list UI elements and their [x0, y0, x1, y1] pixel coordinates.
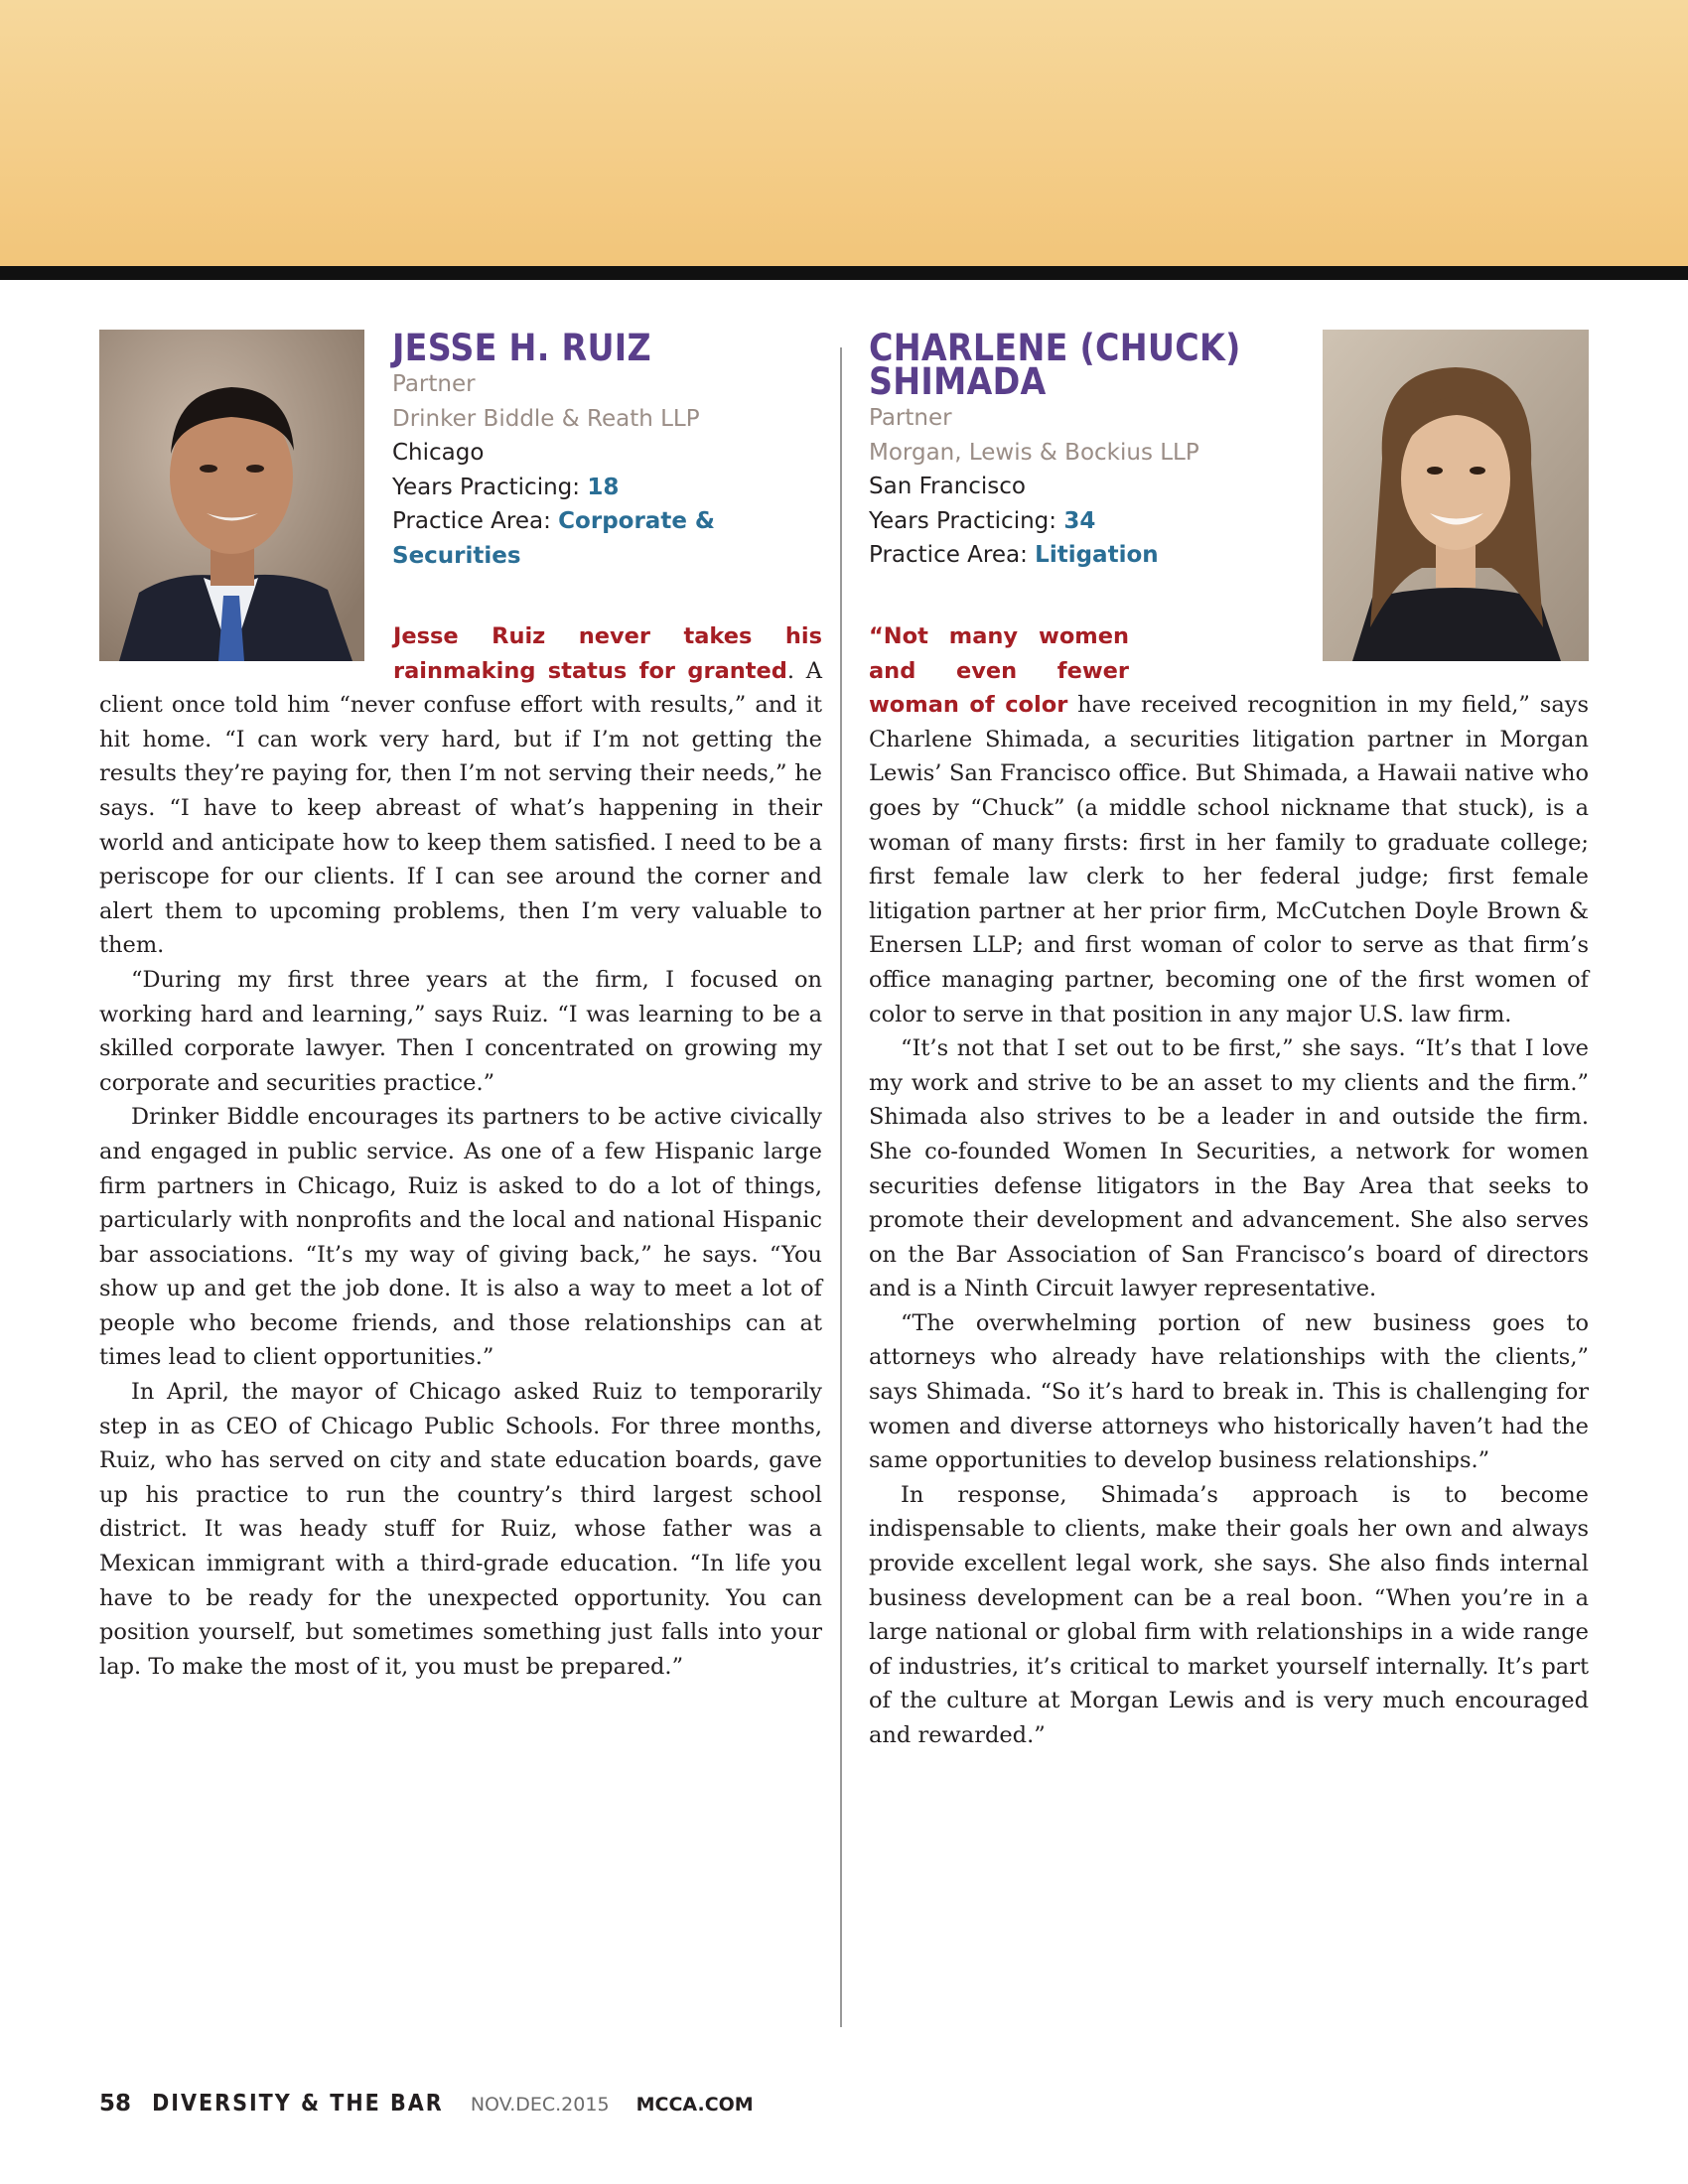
profile-name-line1: CHARLENE (CHUCK) — [869, 327, 1241, 369]
website: MCCA.COM — [635, 2094, 754, 2116]
profile-name: JESSE H. RUIZ — [392, 327, 651, 369]
profile-years — [392, 471, 829, 505]
practice-area-label: Practice Area: — [869, 542, 1036, 569]
profile-name-line2: SHIMADA — [869, 360, 1047, 403]
profile-header-ruiz — [392, 328, 829, 574]
profile-firm: Morgan, Lewis & Bockius LLP — [869, 439, 1199, 466]
paragraph: “It’s not that I set out to be first,” she says. “It’s that I love my work and strive to be an asset to my clients and the firm.” Shimada also strives to be a leader in and outside the firm. She co-founded Women In Securities, a network for women securities defense litigators in the Bay Area that seeks to promote their development and advancement. She also serves on the Bar Association of San Francisco’s board of directors and is a Ninth Circuit lawyer representative. — [869, 1035, 1589, 1302]
paragraph: “During my first three years at the firm, I focused on working hard and learning,” says Ruiz. “I was learning to be a skilled corporate lawyer. Then I concentrated on growing my corporate and securities practice.” — [99, 966, 822, 1096]
profile-city: San Francisco — [869, 474, 1027, 500]
profile-practice-area — [869, 538, 1311, 573]
profile-title: Partner — [392, 371, 476, 397]
profile-practice-area — [392, 504, 829, 573]
practice-area-value: Corporate & Securities — [392, 508, 715, 569]
lead-text: “Not many women and even fewer woman of color — [869, 623, 1129, 719]
paragraph: In response, Shimada’s approach is to become indispensable to clients, make their goals her own and always provide excellent legal work, she says. She also finds internal business development can be a real boon. “When you’re in a large national or global firm with relationships in a wide range of industries, it’s critical to market yourself internally. It’s part of the culture at Morgan Lewis and is very much encouraged and rewarded.” — [869, 1481, 1589, 1748]
profile-years — [869, 504, 1311, 539]
portrait-jesse-ruiz — [99, 330, 364, 661]
profile-title: Partner — [869, 405, 952, 431]
paragraph-text: have received recognition in my field,” says Charlene Shimada, a securities litigation partner in Morgan Lewis’ San Francisco office. But Shimada, a Hawaii native who goes by “Chuck” (a middle school nickname that stuck), is a woman of many firsts: first in her family to graduate college; first female law clerk to her federal judge; first female litigation partner at her prior firm, McCutchen Doyle Brown & Enersen LLP; and first woman of color to serve as that firm’s office managing partner, becoming one of the first women of color to serve in that position in any major U.S. law firm. — [869, 692, 1589, 1027]
paragraph: “The overwhelming portion of new business goes to attorneys who already have relationships with the clients,” says Shimada. “So it’s hard to break in. This is challenging for women and diverse attorneys who historically haven’t had the same opportunities to develop business relationships.” — [869, 1309, 1589, 1474]
header-rule — [0, 266, 1688, 280]
issue-date: NOV.DEC.2015 — [470, 2094, 610, 2116]
article-body-ruiz — [99, 619, 822, 1684]
years-value: 34 — [1063, 507, 1096, 534]
lead-text: Jesse Ruiz never takes his rainmaking status for granted — [393, 623, 822, 684]
years-label: Years Practicing: — [392, 474, 588, 500]
float-spacer — [99, 619, 393, 688]
profile-city: Chicago — [392, 440, 485, 467]
practice-area-label: Practice Area: — [392, 508, 559, 535]
page-number: 58 — [99, 2091, 132, 2116]
float-spacer — [1129, 619, 1589, 688]
paragraph: Drinker Biddle encourages its partners to be active civically and engaged in public service. As one of a few Hispanic large firm partners in Chicago, Ruiz is asked to do a lot of things, particularly with nonprofits and the local and national Hispanic bar associations. “It’s my way of giving back,” he says. “You show up and get the job done. It is also a way to meet a lot of people who become friends, and those relationships can at times lead to client opportunities.” — [99, 1104, 822, 1371]
paragraph: In April, the mayor of Chicago asked Ruiz to temporarily step in as CEO of Chicago Public Schools. For three months, Ruiz, who has served on city and state education boards, gave up his practice to run the country’s third largest school district. It was heady stuff for Ruiz, whose father was a Mexican immigrant with a third-grade education. “In life you have to be ready for the unexpected opportunity. You can position yourself, but sometimes something just falls into your lap. To make the most of it, you must be prepared.” — [99, 1379, 822, 1680]
article-body-shimada — [869, 619, 1589, 1753]
years-label: Years Practicing: — [869, 507, 1064, 534]
practice-area-value: Litigation — [1035, 542, 1159, 569]
profile-name — [869, 327, 1311, 403]
column-divider — [840, 347, 842, 2027]
profile-firm: Drinker Biddle & Reath LLP — [392, 405, 700, 432]
years-value: 18 — [587, 474, 620, 500]
portrait-charlene-shimada — [1323, 330, 1589, 661]
magazine-name: DIVERSITY & THE BAR — [152, 2091, 444, 2116]
profile-header-shimada — [869, 328, 1311, 573]
page-footer — [99, 2091, 754, 2124]
header-banner — [0, 0, 1688, 266]
paragraph-text: . A client once told him “never confuse effort with results,” and it hit home. “I can work very hard, but if I’m not getting the results they’re paying for, then I’m not serving their needs,” he says. “I have to keep abreast of what’s happening in their world and anticipate how to keep them satisfied. I need to be a periscope for our clients. If I can see around the corner and alert them to upcoming problems, then I’m very valuable to them. — [99, 657, 822, 959]
